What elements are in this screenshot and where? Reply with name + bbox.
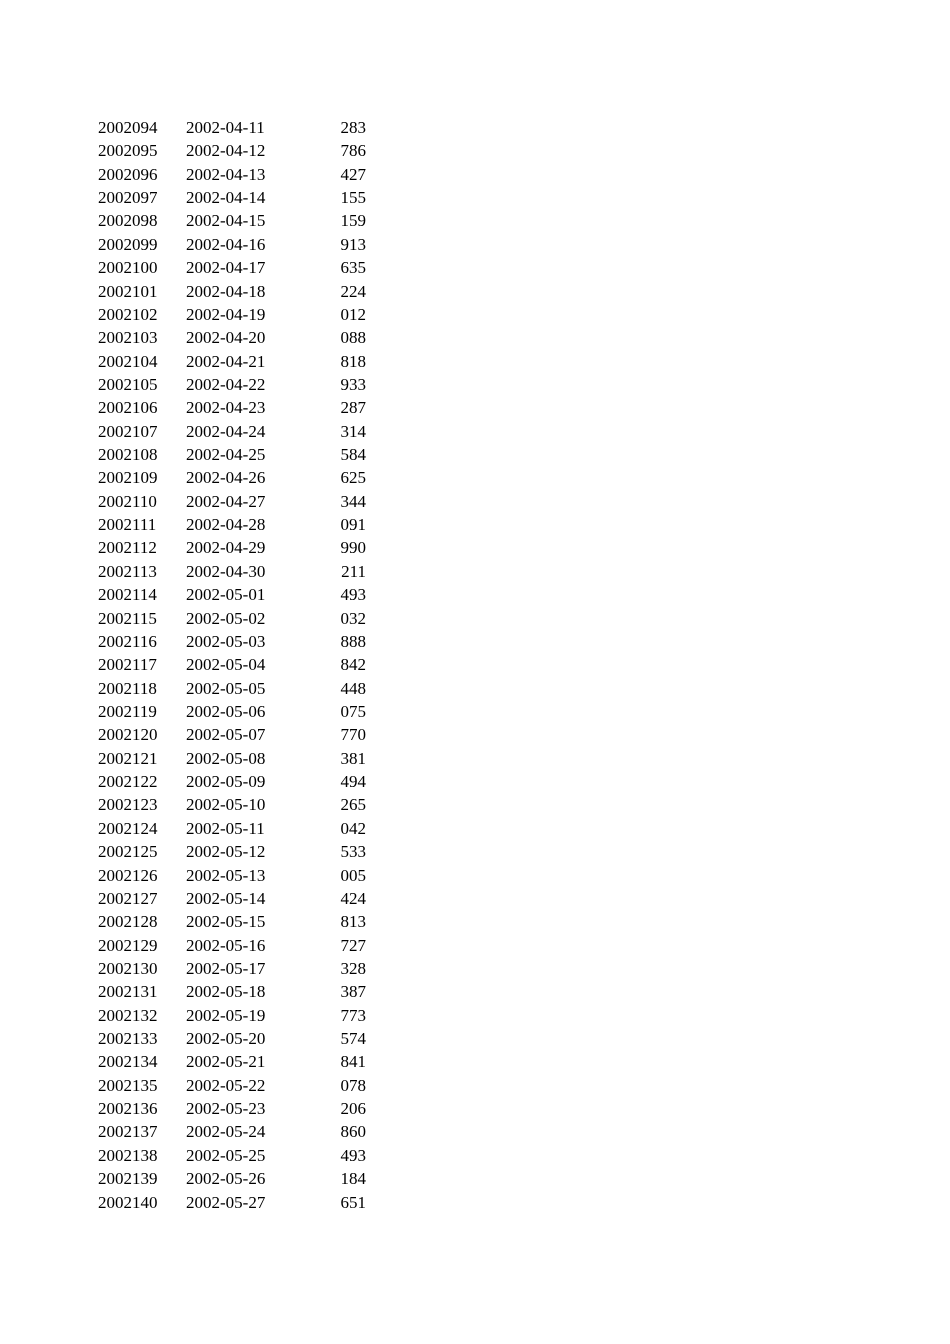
table-row	[98, 770, 378, 793]
table-row	[98, 700, 378, 723]
date-cell: 2002-04-29	[186, 538, 266, 558]
result-number-cell: 448	[340, 678, 366, 698]
result-number-cell: 314	[340, 421, 366, 441]
date-cell: 2002-05-20	[186, 1029, 266, 1049]
table-row	[98, 1050, 378, 1073]
issue-number-cell: 2002121	[98, 748, 158, 768]
issue-number-cell: 2002099	[98, 234, 158, 254]
date-cell: 2002-04-23	[186, 398, 266, 418]
date-cell: 2002-05-21	[186, 1052, 266, 1072]
result-number-cell: 344	[340, 491, 366, 511]
issue-number-cell: 2002098	[98, 211, 158, 231]
table-row	[98, 186, 378, 209]
table-row	[98, 490, 378, 513]
table-row	[98, 280, 378, 303]
issue-number-cell: 2002107	[98, 421, 158, 441]
result-number-cell: 813	[340, 912, 366, 932]
date-cell: 2002-04-24	[186, 421, 266, 441]
issue-number-cell: 2002094	[98, 118, 158, 137]
date-cell: 2002-04-17	[186, 258, 266, 278]
table-row	[98, 1097, 378, 1120]
issue-number-cell: 2002127	[98, 888, 158, 908]
date-cell: 2002-04-11	[186, 118, 265, 137]
table-row	[98, 980, 378, 1003]
issue-number-cell: 2002120	[98, 725, 158, 745]
date-cell: 2002-05-24	[186, 1122, 266, 1142]
result-number-cell: 584	[340, 445, 366, 465]
table-row	[98, 139, 378, 162]
date-cell: 2002-04-12	[186, 141, 266, 161]
date-cell: 2002-05-27	[186, 1192, 266, 1212]
date-cell: 2002-05-14	[186, 888, 266, 908]
issue-number-cell: 2002138	[98, 1145, 158, 1165]
issue-number-cell: 2002139	[98, 1169, 158, 1189]
date-cell: 2002-05-01	[186, 585, 266, 605]
issue-number-cell: 2002115	[98, 608, 157, 628]
date-cell: 2002-04-22	[186, 374, 266, 394]
result-number-cell: 913	[340, 234, 366, 254]
result-number-cell: 770	[340, 725, 366, 745]
result-number-cell: 860	[340, 1122, 366, 1142]
date-cell: 2002-05-10	[186, 795, 266, 815]
table-row	[98, 747, 378, 770]
table-row	[98, 1074, 378, 1097]
issue-number-cell: 2002132	[98, 1005, 158, 1025]
date-cell: 2002-04-18	[186, 281, 266, 301]
issue-number-cell: 2002130	[98, 958, 158, 978]
issue-number-cell: 2002134	[98, 1052, 158, 1072]
result-number-cell: 042	[340, 818, 366, 838]
table-row	[98, 466, 378, 489]
table-row	[98, 256, 378, 279]
date-cell: 2002-04-16	[186, 234, 266, 254]
result-number-cell: 381	[340, 748, 366, 768]
data-table	[98, 116, 378, 1214]
table-row	[98, 957, 378, 980]
date-cell: 2002-05-05	[186, 678, 266, 698]
issue-number-cell: 2002125	[98, 842, 158, 862]
table-row	[98, 1167, 378, 1190]
result-number-cell: 786	[340, 141, 366, 161]
table-row	[98, 1191, 378, 1214]
issue-number-cell: 2002116	[98, 631, 157, 651]
result-number-cell: 818	[340, 351, 366, 371]
date-cell: 2002-05-03	[186, 631, 266, 651]
date-cell: 2002-04-13	[186, 164, 266, 184]
table-row	[98, 1120, 378, 1143]
issue-number-cell: 2002111	[98, 515, 157, 535]
table-row	[98, 864, 378, 887]
result-number-cell: 283	[340, 118, 366, 137]
table-row	[98, 887, 378, 910]
table-row	[98, 793, 378, 816]
result-number-cell: 211	[341, 561, 366, 581]
result-number-cell: 206	[340, 1099, 366, 1119]
date-cell: 2002-05-16	[186, 935, 266, 955]
date-cell: 2002-05-22	[186, 1075, 266, 1095]
date-cell: 2002-05-15	[186, 912, 266, 932]
date-cell: 2002-04-15	[186, 211, 266, 231]
table-row	[98, 817, 378, 840]
issue-number-cell: 2002123	[98, 795, 158, 815]
result-number-cell: 159	[340, 211, 366, 231]
issue-number-cell: 2002136	[98, 1099, 158, 1119]
table-row	[98, 513, 378, 536]
issue-number-cell: 2002119	[98, 701, 157, 721]
table-row	[98, 303, 378, 326]
table-row	[98, 350, 378, 373]
table-row	[98, 1027, 378, 1050]
table-row	[98, 116, 378, 139]
table-row	[98, 536, 378, 559]
date-cell: 2002-04-14	[186, 188, 266, 208]
table-row	[98, 326, 378, 349]
result-number-cell: 841	[340, 1052, 366, 1072]
date-cell: 2002-05-08	[186, 748, 266, 768]
issue-number-cell: 2002113	[98, 561, 157, 581]
result-number-cell: 155	[340, 188, 366, 208]
table-row	[98, 1004, 378, 1027]
date-cell: 2002-04-21	[186, 351, 266, 371]
result-number-cell: 005	[340, 865, 366, 885]
date-cell: 2002-05-11	[186, 818, 265, 838]
issue-number-cell: 2002096	[98, 164, 158, 184]
result-number-cell: 990	[340, 538, 366, 558]
issue-number-cell: 2002137	[98, 1122, 158, 1142]
table-row	[98, 163, 378, 186]
date-cell: 2002-04-26	[186, 468, 266, 488]
issue-number-cell: 2002133	[98, 1029, 158, 1049]
result-number-cell: 184	[340, 1169, 366, 1189]
result-number-cell: 533	[340, 842, 366, 862]
table-row	[98, 677, 378, 700]
result-number-cell: 493	[340, 585, 366, 605]
issue-number-cell: 2002128	[98, 912, 158, 932]
result-number-cell: 727	[340, 935, 366, 955]
result-number-cell: 091	[340, 515, 366, 535]
result-number-cell: 224	[340, 281, 366, 301]
result-number-cell: 888	[340, 631, 366, 651]
table-row	[98, 840, 378, 863]
result-number-cell: 032	[340, 608, 366, 628]
issue-number-cell: 2002108	[98, 445, 158, 465]
table-row	[98, 420, 378, 443]
date-cell: 2002-05-26	[186, 1169, 266, 1189]
date-cell: 2002-05-17	[186, 958, 266, 978]
issue-number-cell: 2002112	[98, 538, 157, 558]
date-cell: 2002-05-19	[186, 1005, 266, 1025]
issue-number-cell: 2002102	[98, 304, 158, 324]
issue-number-cell: 2002097	[98, 188, 158, 208]
result-number-cell: 494	[340, 772, 366, 792]
date-cell: 2002-04-25	[186, 445, 266, 465]
result-number-cell: 075	[340, 701, 366, 721]
date-cell: 2002-05-09	[186, 772, 266, 792]
issue-number-cell: 2002118	[98, 678, 157, 698]
table-row	[98, 560, 378, 583]
table-row	[98, 1144, 378, 1167]
issue-number-cell: 2002122	[98, 772, 158, 792]
table-row	[98, 653, 378, 676]
issue-number-cell: 2002114	[98, 585, 157, 605]
issue-number-cell: 2002110	[98, 491, 157, 511]
table-row	[98, 723, 378, 746]
table-row	[98, 910, 378, 933]
issue-number-cell: 2002105	[98, 374, 158, 394]
result-number-cell: 265	[340, 795, 366, 815]
date-cell: 2002-04-20	[186, 328, 266, 348]
result-number-cell: 625	[340, 468, 366, 488]
result-number-cell: 842	[340, 655, 366, 675]
date-cell: 2002-05-12	[186, 842, 266, 862]
result-number-cell: 012	[340, 304, 366, 324]
date-cell: 2002-05-18	[186, 982, 266, 1002]
result-number-cell: 651	[340, 1192, 366, 1212]
date-cell: 2002-05-02	[186, 608, 266, 628]
result-number-cell: 287	[340, 398, 366, 418]
date-cell: 2002-05-06	[186, 701, 266, 721]
issue-number-cell: 2002101	[98, 281, 158, 301]
result-number-cell: 773	[340, 1005, 366, 1025]
result-number-cell: 635	[340, 258, 366, 278]
table-row	[98, 630, 378, 653]
issue-number-cell: 2002109	[98, 468, 158, 488]
issue-number-cell: 2002106	[98, 398, 158, 418]
date-cell: 2002-05-04	[186, 655, 266, 675]
result-number-cell: 387	[340, 982, 366, 1002]
issue-number-cell: 2002100	[98, 258, 158, 278]
date-cell: 2002-05-23	[186, 1099, 266, 1119]
date-cell: 2002-04-19	[186, 304, 266, 324]
issue-number-cell: 2002117	[98, 655, 157, 675]
date-cell: 2002-04-28	[186, 515, 266, 535]
table-row	[98, 373, 378, 396]
issue-number-cell: 2002129	[98, 935, 158, 955]
table-row	[98, 396, 378, 419]
result-number-cell: 424	[340, 888, 366, 908]
result-number-cell: 574	[340, 1029, 366, 1049]
result-number-cell: 078	[340, 1075, 366, 1095]
table-row	[98, 607, 378, 630]
result-number-cell: 427	[340, 164, 366, 184]
issue-number-cell: 2002126	[98, 865, 158, 885]
date-cell: 2002-04-27	[186, 491, 266, 511]
result-number-cell: 493	[340, 1145, 366, 1165]
result-number-cell: 088	[340, 328, 366, 348]
date-cell: 2002-05-07	[186, 725, 266, 745]
issue-number-cell: 2002103	[98, 328, 158, 348]
issue-number-cell: 2002131	[98, 982, 158, 1002]
date-cell: 2002-05-25	[186, 1145, 266, 1165]
table-row	[98, 934, 378, 957]
issue-number-cell: 2002135	[98, 1075, 158, 1095]
table-row	[98, 443, 378, 466]
table-row	[98, 209, 378, 232]
date-cell: 2002-05-13	[186, 865, 266, 885]
result-number-cell: 328	[340, 958, 366, 978]
result-number-cell: 933	[340, 374, 366, 394]
date-cell: 2002-04-30	[186, 561, 266, 581]
issue-number-cell: 2002104	[98, 351, 158, 371]
issue-number-cell: 2002095	[98, 141, 158, 161]
table-row	[98, 233, 378, 256]
issue-number-cell: 2002140	[98, 1192, 158, 1212]
issue-number-cell: 2002124	[98, 818, 158, 838]
table-row	[98, 583, 378, 606]
